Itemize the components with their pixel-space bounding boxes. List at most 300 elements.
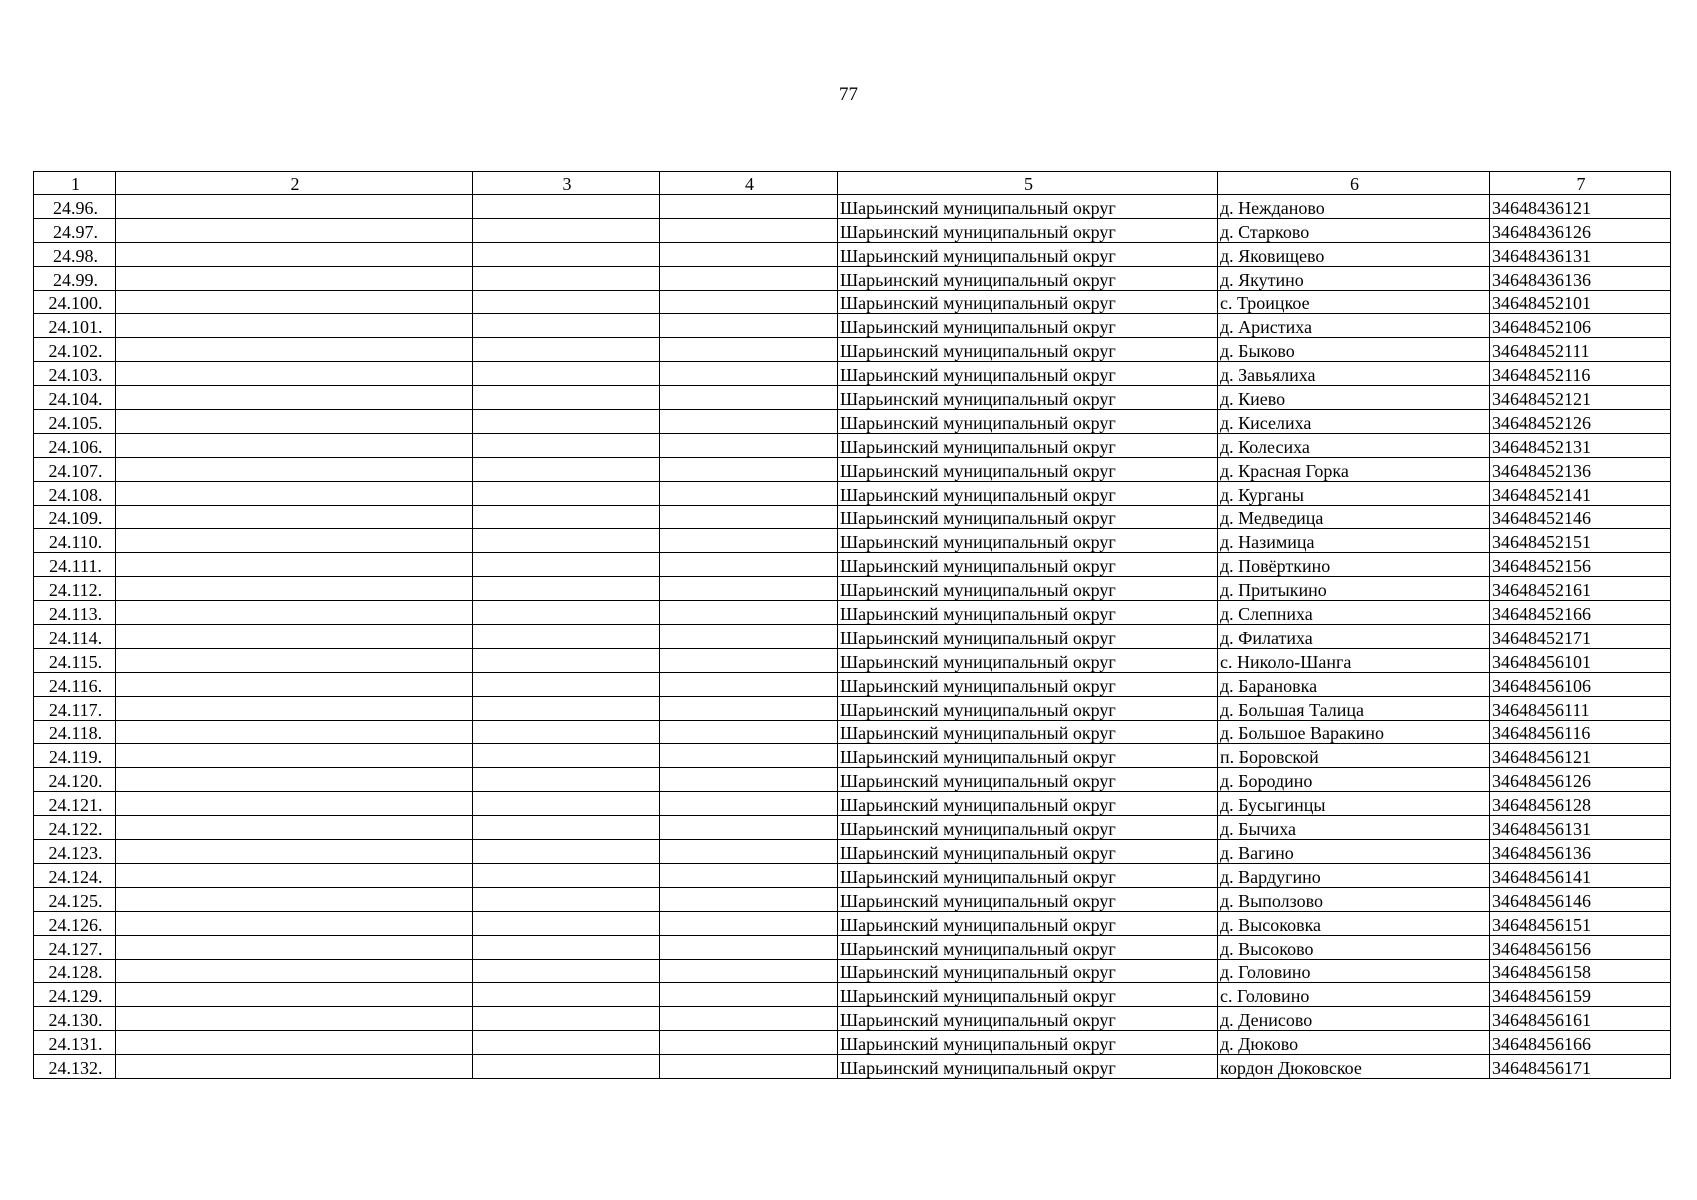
table-row [34, 242, 1671, 266]
column-2-cell [116, 1055, 473, 1079]
column-3-cell [473, 887, 660, 911]
column-header: 1 [34, 172, 116, 195]
locality-cell: д. Завьялиха [1218, 362, 1490, 386]
column-4-cell [660, 1031, 838, 1055]
column-3-cell [473, 1055, 660, 1079]
oktmo-code-cell: 34648456106 [1490, 672, 1671, 696]
header-row [34, 172, 1671, 195]
locality-cell: д. Киселиха [1218, 410, 1490, 434]
district-cell: Шарьинский муниципальный округ [838, 457, 1218, 481]
locality-cell: д. Филатиха [1218, 625, 1490, 649]
table-row [34, 911, 1671, 935]
column-3-cell [473, 481, 660, 505]
locality-cell: д. Денисово [1218, 1007, 1490, 1031]
oktmo-code-cell: 34648436126 [1490, 218, 1671, 242]
column-3-cell [473, 1007, 660, 1031]
column-4-cell [660, 218, 838, 242]
oktmo-code-cell: 34648456156 [1490, 935, 1671, 959]
district-cell: Шарьинский муниципальный округ [838, 768, 1218, 792]
locality-cell: д. Курганы [1218, 481, 1490, 505]
column-3-cell [473, 195, 660, 219]
locality-cell: д. Высоковка [1218, 911, 1490, 935]
oktmo-code-cell: 34648452156 [1490, 553, 1671, 577]
oktmo-code-cell: 34648456146 [1490, 887, 1671, 911]
row-number-cell: 24.105. [34, 410, 116, 434]
district-cell: Шарьинский муниципальный округ [838, 840, 1218, 864]
oktmo-code-cell: 34648452151 [1490, 529, 1671, 553]
district-cell: Шарьинский муниципальный округ [838, 1055, 1218, 1079]
column-4-cell [660, 648, 838, 672]
oktmo-code-cell: 34648456161 [1490, 1007, 1671, 1031]
locality-cell: д. Слепниха [1218, 601, 1490, 625]
column-3-cell [473, 362, 660, 386]
row-number-cell: 24.103. [34, 362, 116, 386]
oktmo-code-cell: 34648436136 [1490, 266, 1671, 290]
column-2-cell [116, 768, 473, 792]
district-cell: Шарьинский муниципальный округ [838, 601, 1218, 625]
column-4-cell [660, 1007, 838, 1031]
column-2-cell [116, 672, 473, 696]
column-2-cell [116, 1031, 473, 1055]
column-3-cell [473, 625, 660, 649]
column-2-cell [116, 696, 473, 720]
column-3-cell [473, 672, 660, 696]
table-body [34, 195, 1671, 1079]
column-2-cell [116, 529, 473, 553]
column-3-cell [473, 314, 660, 338]
table-row [34, 410, 1671, 434]
row-number-cell: 24.119. [34, 744, 116, 768]
table-row [34, 577, 1671, 601]
oktmo-code-cell: 34648456151 [1490, 911, 1671, 935]
column-2-cell [116, 744, 473, 768]
district-cell: Шарьинский муниципальный округ [838, 863, 1218, 887]
row-number-cell: 24.128. [34, 959, 116, 983]
column-3-cell [473, 1031, 660, 1055]
column-3-cell [473, 816, 660, 840]
column-3-cell [473, 744, 660, 768]
locality-cell: д. Медведица [1218, 505, 1490, 529]
district-cell: Шарьинский муниципальный округ [838, 553, 1218, 577]
column-3-cell [473, 266, 660, 290]
row-number-cell: 24.114. [34, 625, 116, 649]
column-3-cell [473, 720, 660, 744]
table-row [34, 529, 1671, 553]
oktmo-code-cell: 34648456141 [1490, 863, 1671, 887]
district-cell: Шарьинский муниципальный округ [838, 935, 1218, 959]
column-4-cell [660, 457, 838, 481]
column-3-cell [473, 863, 660, 887]
district-cell: Шарьинский муниципальный округ [838, 1007, 1218, 1031]
oktmo-code-cell: 34648456131 [1490, 816, 1671, 840]
column-3-cell [473, 529, 660, 553]
column-2-cell [116, 911, 473, 935]
row-number-cell: 24.100. [34, 290, 116, 314]
column-2-cell [116, 290, 473, 314]
district-cell: Шарьинский муниципальный округ [838, 338, 1218, 362]
column-4-cell [660, 935, 838, 959]
table-row [34, 696, 1671, 720]
column-3-cell [473, 505, 660, 529]
locality-cell: д. Вагино [1218, 840, 1490, 864]
column-4-cell [660, 768, 838, 792]
row-number-cell: 24.127. [34, 935, 116, 959]
row-number-cell: 24.115. [34, 648, 116, 672]
column-4-cell [660, 601, 838, 625]
column-3-cell [473, 840, 660, 864]
oktmo-code-cell: 34648456121 [1490, 744, 1671, 768]
column-2-cell [116, 195, 473, 219]
district-cell: Шарьинский муниципальный округ [838, 648, 1218, 672]
row-number-cell: 24.109. [34, 505, 116, 529]
locality-cell: д. Бычиха [1218, 816, 1490, 840]
oktmo-code-cell: 34648452101 [1490, 290, 1671, 314]
table-row [34, 816, 1671, 840]
oktmo-code-cell: 34648456136 [1490, 840, 1671, 864]
column-3-cell [473, 911, 660, 935]
column-4-cell [660, 625, 838, 649]
row-number-cell: 24.129. [34, 983, 116, 1007]
column-4-cell [660, 195, 838, 219]
row-number-cell: 24.108. [34, 481, 116, 505]
locality-cell: кордон Дюковское [1218, 1055, 1490, 1079]
row-number-cell: 24.104. [34, 386, 116, 410]
registry-table [33, 171, 1671, 1079]
table-row [34, 338, 1671, 362]
column-4-cell [660, 720, 838, 744]
column-2-cell [116, 1007, 473, 1031]
table-row [34, 1031, 1671, 1055]
district-cell: Шарьинский муниципальный округ [838, 887, 1218, 911]
oktmo-code-cell: 34648456128 [1490, 792, 1671, 816]
table-row [34, 433, 1671, 457]
column-2-cell [116, 983, 473, 1007]
column-4-cell [660, 792, 838, 816]
column-2-cell [116, 720, 473, 744]
column-2-cell [116, 601, 473, 625]
column-2-cell [116, 362, 473, 386]
column-header: 5 [838, 172, 1218, 195]
district-cell: Шарьинский муниципальный округ [838, 290, 1218, 314]
district-cell: Шарьинский муниципальный округ [838, 816, 1218, 840]
row-number-cell: 24.113. [34, 601, 116, 625]
column-4-cell [660, 314, 838, 338]
oktmo-code-cell: 34648452166 [1490, 601, 1671, 625]
column-4-cell [660, 290, 838, 314]
locality-cell: д. Якутино [1218, 266, 1490, 290]
column-4-cell [660, 338, 838, 362]
row-number-cell: 24.112. [34, 577, 116, 601]
column-2-cell [116, 433, 473, 457]
locality-cell: д. Бусыгинцы [1218, 792, 1490, 816]
column-2-cell [116, 648, 473, 672]
table-row [34, 935, 1671, 959]
column-2-cell [116, 242, 473, 266]
column-4-cell [660, 529, 838, 553]
locality-cell: д. Барановка [1218, 672, 1490, 696]
column-2-cell [116, 625, 473, 649]
row-number-cell: 24.132. [34, 1055, 116, 1079]
locality-cell: д. Вардугино [1218, 863, 1490, 887]
column-3-cell [473, 338, 660, 362]
column-3-cell [473, 648, 660, 672]
district-cell: Шарьинский муниципальный округ [838, 242, 1218, 266]
oktmo-code-cell: 34648452116 [1490, 362, 1671, 386]
row-number-cell: 24.96. [34, 195, 116, 219]
column-3-cell [473, 553, 660, 577]
column-header: 6 [1218, 172, 1490, 195]
oktmo-code-cell: 34648456171 [1490, 1055, 1671, 1079]
table-row [34, 1007, 1671, 1031]
table-row [34, 720, 1671, 744]
column-2-cell [116, 840, 473, 864]
column-4-cell [660, 887, 838, 911]
row-number-cell: 24.122. [34, 816, 116, 840]
table-row [34, 386, 1671, 410]
column-4-cell [660, 553, 838, 577]
column-3-cell [473, 218, 660, 242]
oktmo-code-cell: 34648452141 [1490, 481, 1671, 505]
page-number: 77 [839, 84, 858, 105]
oktmo-code-cell: 34648436131 [1490, 242, 1671, 266]
oktmo-code-cell: 34648456116 [1490, 720, 1671, 744]
column-4-cell [660, 362, 838, 386]
district-cell: Шарьинский муниципальный округ [838, 625, 1218, 649]
table-row [34, 195, 1671, 219]
column-3-cell [473, 935, 660, 959]
column-4-cell [660, 863, 838, 887]
district-cell: Шарьинский муниципальный округ [838, 983, 1218, 1007]
locality-cell: д. Притыкино [1218, 577, 1490, 601]
locality-cell: д. Яковищево [1218, 242, 1490, 266]
column-3-cell [473, 983, 660, 1007]
column-2-cell [116, 792, 473, 816]
column-3-cell [473, 457, 660, 481]
oktmo-code-cell: 34648452136 [1490, 457, 1671, 481]
column-4-cell [660, 481, 838, 505]
column-2-cell [116, 457, 473, 481]
oktmo-code-cell: 34648456166 [1490, 1031, 1671, 1055]
locality-cell: д. Нежданово [1218, 195, 1490, 219]
district-cell: Шарьинский муниципальный округ [838, 744, 1218, 768]
column-4-cell [660, 386, 838, 410]
column-4-cell [660, 816, 838, 840]
district-cell: Шарьинский муниципальный округ [838, 362, 1218, 386]
column-4-cell [660, 410, 838, 434]
table-row [34, 768, 1671, 792]
row-number-cell: 24.131. [34, 1031, 116, 1055]
oktmo-code-cell: 34648456158 [1490, 959, 1671, 983]
column-2-cell [116, 553, 473, 577]
column-4-cell [660, 840, 838, 864]
column-4-cell [660, 1055, 838, 1079]
table-row [34, 362, 1671, 386]
column-3-cell [473, 768, 660, 792]
locality-cell: д. Повёрткино [1218, 553, 1490, 577]
district-cell: Шарьинский муниципальный округ [838, 720, 1218, 744]
column-3-cell [473, 577, 660, 601]
locality-cell: д. Киево [1218, 386, 1490, 410]
column-3-cell [473, 242, 660, 266]
row-number-cell: 24.116. [34, 672, 116, 696]
row-number-cell: 24.106. [34, 433, 116, 457]
table-row [34, 959, 1671, 983]
district-cell: Шарьинский муниципальный округ [838, 386, 1218, 410]
locality-cell: д. Быково [1218, 338, 1490, 362]
locality-cell: д. Старково [1218, 218, 1490, 242]
table-row [34, 744, 1671, 768]
locality-cell: с. Николо-Шанга [1218, 648, 1490, 672]
table-row [34, 290, 1671, 314]
table-row [34, 648, 1671, 672]
district-cell: Шарьинский муниципальный округ [838, 672, 1218, 696]
column-4-cell [660, 242, 838, 266]
column-2-cell [116, 218, 473, 242]
column-2-cell [116, 314, 473, 338]
column-2-cell [116, 577, 473, 601]
locality-cell: д. Высоково [1218, 935, 1490, 959]
table-row [34, 601, 1671, 625]
column-header: 2 [116, 172, 473, 195]
column-3-cell [473, 696, 660, 720]
column-2-cell [116, 338, 473, 362]
locality-cell: с. Головино [1218, 983, 1490, 1007]
row-number-cell: 24.130. [34, 1007, 116, 1031]
locality-cell: д. Назимица [1218, 529, 1490, 553]
column-2-cell [116, 935, 473, 959]
district-cell: Шарьинский муниципальный округ [838, 195, 1218, 219]
column-4-cell [660, 577, 838, 601]
column-2-cell [116, 266, 473, 290]
oktmo-code-cell: 34648452161 [1490, 577, 1671, 601]
column-4-cell [660, 744, 838, 768]
row-number-cell: 24.120. [34, 768, 116, 792]
district-cell: Шарьинский муниципальный округ [838, 505, 1218, 529]
row-number-cell: 24.121. [34, 792, 116, 816]
row-number-cell: 24.125. [34, 887, 116, 911]
district-cell: Шарьинский муниципальный округ [838, 481, 1218, 505]
column-4-cell [660, 959, 838, 983]
column-4-cell [660, 696, 838, 720]
column-4-cell [660, 505, 838, 529]
district-cell: Шарьинский муниципальный округ [838, 314, 1218, 338]
locality-cell: с. Троицкое [1218, 290, 1490, 314]
locality-cell: д. Выползово [1218, 887, 1490, 911]
district-cell: Шарьинский муниципальный округ [838, 410, 1218, 434]
row-number-cell: 24.126. [34, 911, 116, 935]
row-number-cell: 24.99. [34, 266, 116, 290]
district-cell: Шарьинский муниципальный округ [838, 959, 1218, 983]
table-row [34, 553, 1671, 577]
table-row [34, 1055, 1671, 1079]
table-row [34, 457, 1671, 481]
oktmo-code-cell: 34648452126 [1490, 410, 1671, 434]
column-4-cell [660, 983, 838, 1007]
oktmo-code-cell: 34648456101 [1490, 648, 1671, 672]
column-header: 3 [473, 172, 660, 195]
column-header: 7 [1490, 172, 1671, 195]
locality-cell: д. Красная Горка [1218, 457, 1490, 481]
row-number-cell: 24.97. [34, 218, 116, 242]
table-row [34, 840, 1671, 864]
table-row [34, 266, 1671, 290]
district-cell: Шарьинский муниципальный округ [838, 577, 1218, 601]
oktmo-code-cell: 34648436121 [1490, 195, 1671, 219]
table-row [34, 887, 1671, 911]
table-row [34, 505, 1671, 529]
table-row [34, 218, 1671, 242]
district-cell: Шарьинский муниципальный округ [838, 218, 1218, 242]
table-row [34, 314, 1671, 338]
row-number-cell: 24.123. [34, 840, 116, 864]
district-cell: Шарьинский муниципальный округ [838, 433, 1218, 457]
oktmo-code-cell: 34648456126 [1490, 768, 1671, 792]
district-cell: Шарьинский муниципальный округ [838, 529, 1218, 553]
oktmo-code-cell: 34648452106 [1490, 314, 1671, 338]
district-cell: Шарьинский муниципальный округ [838, 792, 1218, 816]
column-3-cell [473, 433, 660, 457]
column-4-cell [660, 672, 838, 696]
column-4-cell [660, 266, 838, 290]
table-row [34, 625, 1671, 649]
locality-cell: д. Дюково [1218, 1031, 1490, 1055]
column-2-cell [116, 887, 473, 911]
row-number-cell: 24.110. [34, 529, 116, 553]
row-number-cell: 24.107. [34, 457, 116, 481]
oktmo-code-cell: 34648452121 [1490, 386, 1671, 410]
column-2-cell [116, 481, 473, 505]
locality-cell: д. Большая Талица [1218, 696, 1490, 720]
column-2-cell [116, 863, 473, 887]
column-2-cell [116, 505, 473, 529]
locality-cell: д. Большое Варакино [1218, 720, 1490, 744]
column-header: 4 [660, 172, 838, 195]
locality-cell: п. Боровской [1218, 744, 1490, 768]
table-row [34, 481, 1671, 505]
column-3-cell [473, 410, 660, 434]
table-row [34, 792, 1671, 816]
oktmo-code-cell: 34648452171 [1490, 625, 1671, 649]
locality-cell: д. Бородино [1218, 768, 1490, 792]
oktmo-code-cell: 34648452131 [1490, 433, 1671, 457]
column-2-cell [116, 410, 473, 434]
district-cell: Шарьинский муниципальный округ [838, 696, 1218, 720]
oktmo-code-cell: 34648452111 [1490, 338, 1671, 362]
column-2-cell [116, 386, 473, 410]
column-3-cell [473, 792, 660, 816]
row-number-cell: 24.102. [34, 338, 116, 362]
district-cell: Шарьинский муниципальный округ [838, 1031, 1218, 1055]
column-4-cell [660, 433, 838, 457]
oktmo-code-cell: 34648452146 [1490, 505, 1671, 529]
column-2-cell [116, 959, 473, 983]
district-cell: Шарьинский муниципальный округ [838, 911, 1218, 935]
row-number-cell: 24.118. [34, 720, 116, 744]
row-number-cell: 24.124. [34, 863, 116, 887]
locality-cell: д. Колесиха [1218, 433, 1490, 457]
row-number-cell: 24.117. [34, 696, 116, 720]
row-number-cell: 24.101. [34, 314, 116, 338]
locality-cell: д. Аристиха [1218, 314, 1490, 338]
column-3-cell [473, 386, 660, 410]
row-number-cell: 24.111. [34, 553, 116, 577]
column-4-cell [660, 911, 838, 935]
oktmo-code-cell: 34648456159 [1490, 983, 1671, 1007]
table-row [34, 983, 1671, 1007]
oktmo-code-cell: 34648456111 [1490, 696, 1671, 720]
locality-cell: д. Головино [1218, 959, 1490, 983]
table-row [34, 863, 1671, 887]
